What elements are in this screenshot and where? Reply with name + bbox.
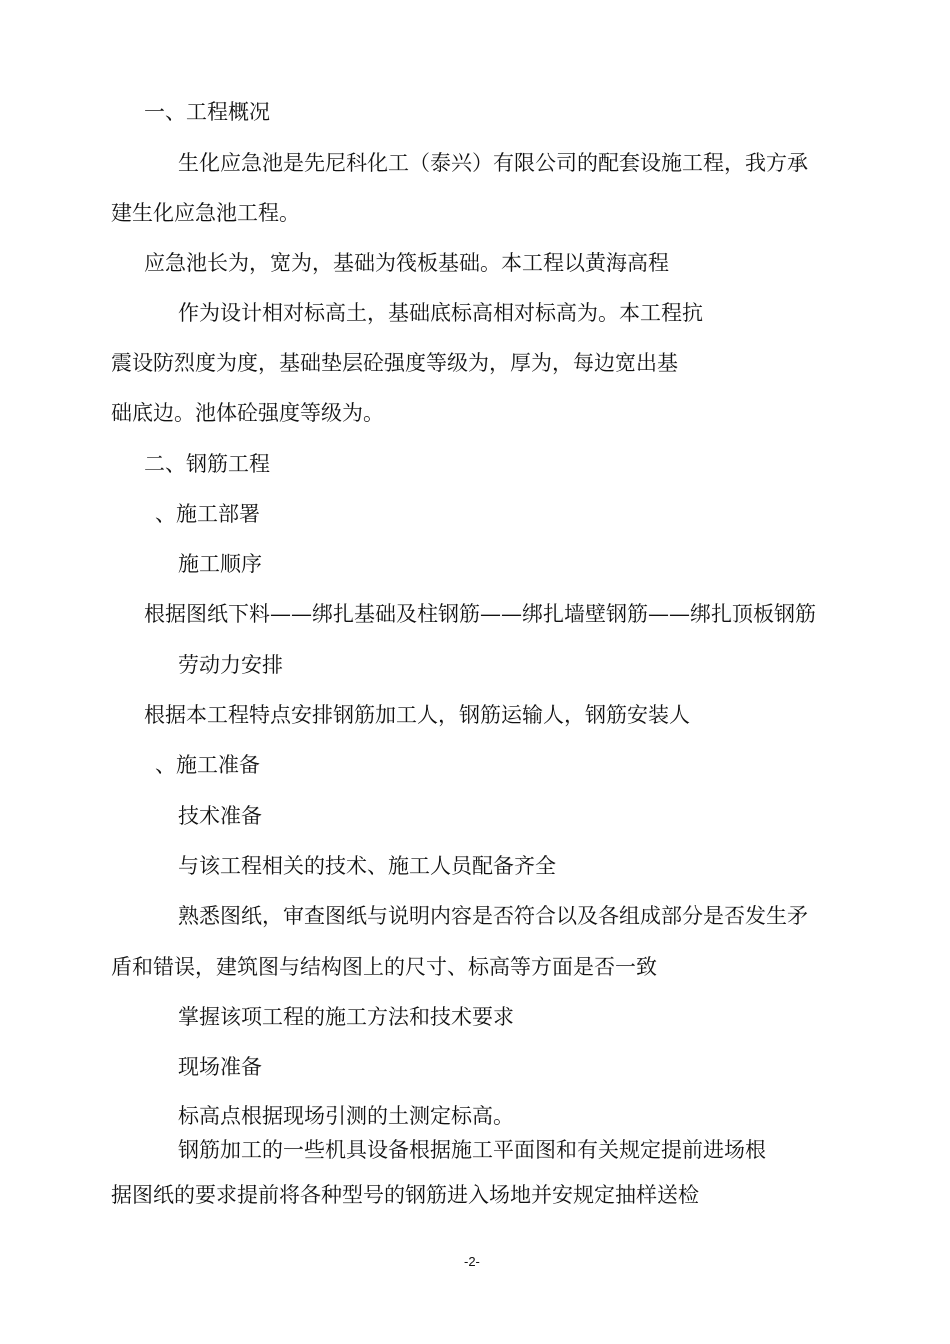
heading-project-overview: 一、工程概况 [144, 100, 270, 124]
subheading-technical-preparation: 技术准备 [178, 804, 262, 828]
paragraph-line: 标高点根据现场引测的土测定标高。 [178, 1104, 514, 1128]
paragraph-line: 生化应急池是先尼科化工（泰兴）有限公司的配套设施工程，我方承 [178, 151, 808, 175]
paragraph-line: 盾和错误，建筑图与结构图上的尺寸、标高等方面是否一致 [111, 955, 657, 979]
paragraph-line: 应急池长为，宽为，基础为筏板基础。本工程以黄海高程 [144, 251, 669, 275]
paragraph-line: 根据本工程特点安排钢筋加工人，钢筋运输人，钢筋安装人 [144, 703, 690, 727]
subheading-labor-arrangement: 劳动力安排 [178, 653, 283, 677]
subheading-construction-deployment: 、施工部署 [155, 502, 260, 526]
subheading-construction-sequence: 施工顺序 [178, 552, 262, 576]
paragraph-line: 与该工程相关的技术、施工人员配备齐全 [178, 854, 556, 878]
subheading-site-preparation: 现场准备 [178, 1055, 262, 1079]
page-number: -2- [464, 1254, 480, 1269]
heading-rebar-works: 二、钢筋工程 [144, 452, 270, 476]
subheading-construction-preparation: 、施工准备 [155, 753, 260, 777]
paragraph-line: 掌握该项工程的施工方法和技术要求 [178, 1005, 514, 1029]
paragraph-line: 据图纸的要求提前将各种型号的钢筋进入场地并安规定抽样送检 [111, 1183, 699, 1207]
paragraph-line: 钢筋加工的一些机具设备根据施工平面图和有关规定提前进场根 [178, 1138, 766, 1162]
paragraph-line: 建生化应急池工程。 [111, 201, 300, 225]
paragraph-line: 根据图纸下料——绑扎基础及柱钢筋——绑扎墙壁钢筋——绑扎顶板钢筋 [144, 602, 816, 626]
paragraph-line: 作为设计相对标高土，基础底标高相对标高为。本工程抗 [178, 301, 703, 325]
paragraph-line: 熟悉图纸，审查图纸与说明内容是否符合以及各组成部分是否发生矛 [178, 904, 808, 928]
paragraph-line: 震设防烈度为度，基础垫层砼强度等级为，厚为，每边宽出基 [111, 351, 678, 375]
paragraph-line: 础底边。池体砼强度等级为。 [111, 401, 384, 425]
